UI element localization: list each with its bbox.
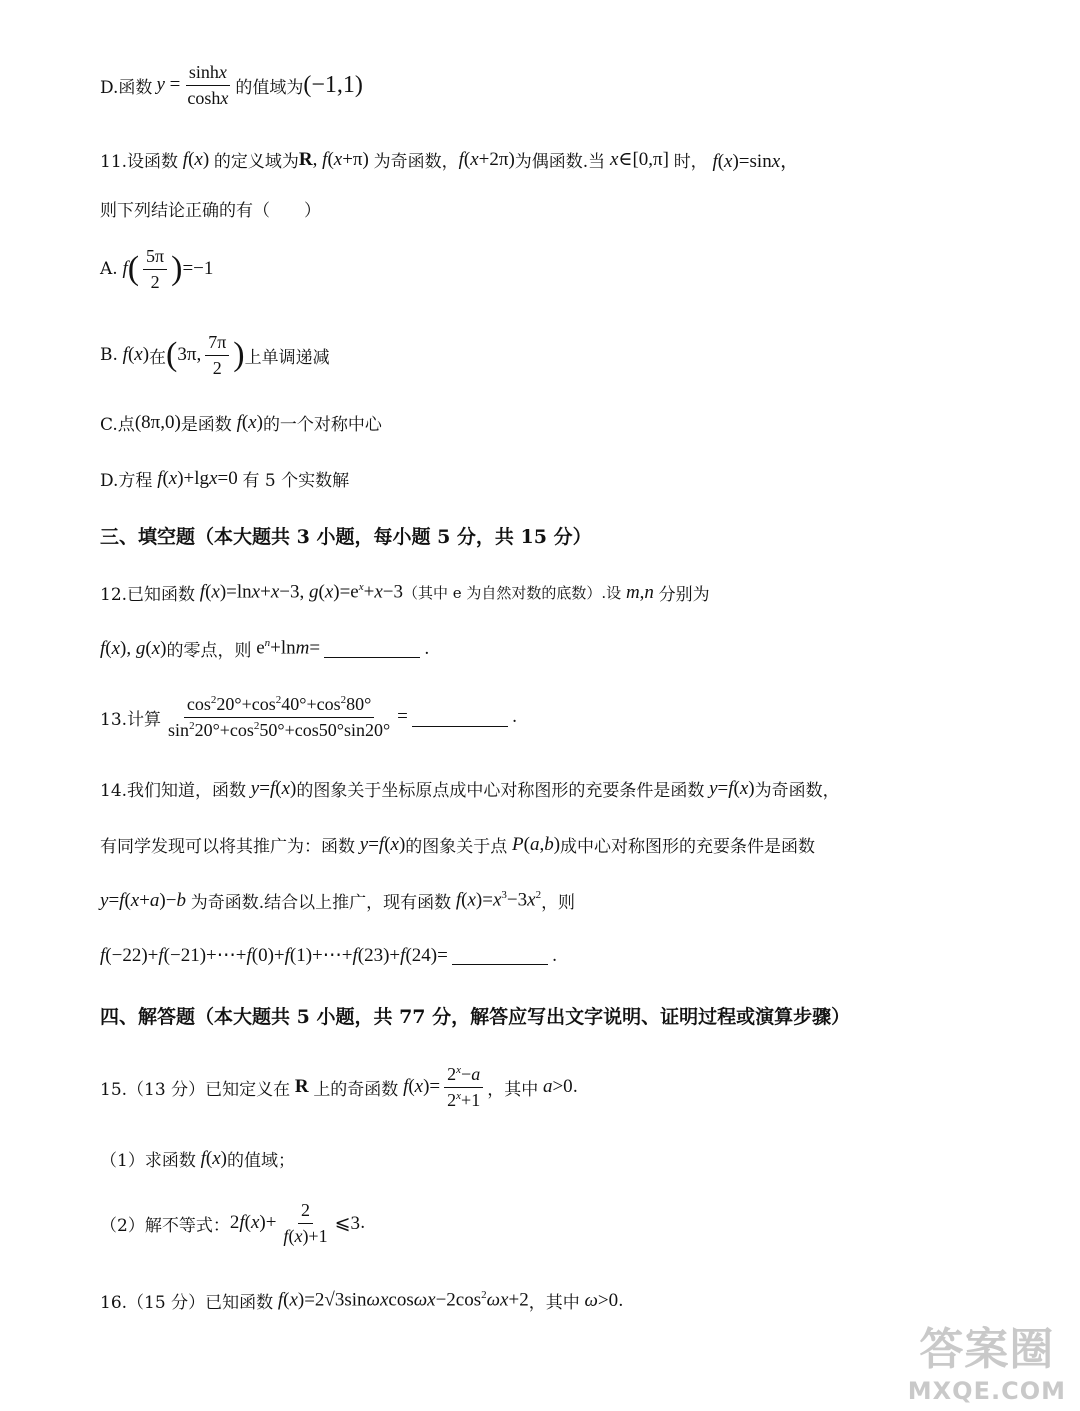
watermark-logo [908,1313,1066,1405]
q11-a-label: A. [100,259,118,280]
q12-end: . [424,638,430,659]
q11-b-tail: 上单调递减 [244,347,330,368]
q15-stem: 15.（13 分）已知定义在 R 上的奇函数 f(x)= $\frac{2^x-a}{2^x+1}$ ，其中 a>0 . [100,1064,579,1110]
watermark-top: 答案圈 [919,1324,1055,1375]
q15-stem2: 上的奇函数 [313,1079,399,1100]
q11-option-c: C.点 (8π,0) 是函数 f(x) 的一个对称中心 [100,411,382,435]
q11-c-mid: 是函数 [180,415,232,435]
q11-stem1: 11.设函数 [100,152,179,172]
q15-stem1: 15.（13 分）已知定义在 [100,1079,291,1100]
q10d-range: (−1,1) [303,71,363,98]
q15-p2-fraction: $\frac{2}{f(x)+1}$ [283,1200,328,1246]
q11-b-label: B. [100,345,118,366]
q14-l2b: 的图象关于点 [405,837,508,857]
q11-c-tail: 的一个对称中心 [262,415,382,435]
q14-end: . [551,945,558,966]
q14-line2: 有同学发现可以将其推广为：函数 y=f(x) 的图象关于点 P(a,b) 成中心对称图形的充要条件是函数 [100,833,816,857]
section-4-heading: 四、解答题（本大题共 5 小题，共 77 分，解答应写出文字说明、证明过程或演算步骤） [100,1006,851,1028]
q11-option-d: D.方程 f(x)+lgx=0 有 5 个实数解 [100,467,350,491]
q11-stem2: 的定义域为 [213,152,299,172]
q12-stem2: 分别为 [658,585,710,605]
q13-fraction: $\frac{\cos^220^\circ+\cos^240^\circ+\cos^280^\circ}{\sin^220^\circ+\cos^250^\circ+\cos 50^\circ\sin 20^\circ}$ [168,694,391,740]
q15-p2: （2）解不等式： [100,1215,230,1236]
q14-answer-blank[interactable] [452,946,548,965]
q11-stem6: 则下列结论正确的有（ ） [100,201,321,221]
q15-part1: （1）求函数 f(x) 的值域； [100,1147,295,1171]
q14-l1c: 为奇函数， [754,781,840,801]
q15-part2: （2）解不等式： 2f(x)+ $\frac{2}{f(x)+1}$ ⩽3 . [100,1200,366,1246]
q11-option-b: B. f(x) 在 ( 3π, $\frac{7\pi}{2}$ ) 上单调递减 [100,332,330,378]
q15-stem3: ，其中 [487,1079,539,1100]
q13-stem: 13.计算 [100,709,162,730]
q14-l1b: 的图象关于坐标原点成中心对称图形的充要条件是函数 [296,781,705,801]
q10d-tail: 的值域为 [235,77,304,98]
q14-line3: y=f(x+a)−b 为奇函数.结合以上推广，现有函数 $f(x)=x^3-3x^2$ ，则 [100,889,576,913]
q16-stem1: 16.（15 分）已知函数 [100,1293,274,1313]
q14-l1a: 14.我们知道，函数 [100,781,247,801]
q16-stem2: ，其中 [528,1293,580,1313]
q12-note: （其中 e 为自然对数的底数）.设 [403,584,622,602]
q10d-fraction: $\frac{\sinh x}{\cosh x}$ [187,62,229,108]
q13-line: 13.计算 $\frac{\cos^220^\circ+\cos^240^\circ+\cos^280^\circ}{\sin^220^\circ+\cos^250^\circ+\cos 50^\circ\sin 20^\circ}$ = . [100,694,518,740]
q15-p1a: （1）求函数 [100,1151,196,1171]
q13-answer-blank[interactable] [412,708,508,727]
q14-line4: f(−22)+f(−21)+⋯+f(0)+f(1)+⋯+f(23)+f(24)= . [100,945,558,966]
q15-end: . [572,1077,579,1098]
q14-l2c: 成中心对称图形的充要条件是函数 [560,837,816,857]
q11-stem-line2 [100,196,321,221]
q16-end: . [618,1290,624,1311]
q10d-label: D.函数 [100,77,153,98]
section-3-heading: 三、填空题（本大题共 3 小题，每小题 5 分，共 15 分） [100,526,592,548]
q10-option-d: D.函数 y = $\frac{\sinh x}{\cosh x}$ 的值域为 (−1,1) [100,62,363,108]
q11-stem5: 时， [673,152,708,172]
q16-stem: 16.（15 分）已知函数 $f(x)=2√3\sin\omega xcos\omega x-2\cos^2\omega x+2$ ，其中 ω>0 . [100,1289,624,1313]
q15-p1b: 的值域； [226,1151,295,1171]
q12-stem1: 12.已知函数 [100,585,196,605]
q12-line2: f(x), g(x) 的零点，则 $e^n+\ln m=$ . [100,637,430,661]
q11-stem3: 为奇函数， [373,152,459,172]
q12-stem3: 的零点，则 [166,641,252,661]
q15-fraction: $\frac{2^x-a}{2^x+1}$ [444,1064,483,1110]
q14-l3b: ，则 [541,893,576,913]
q11-stem4: 为偶函数.当 [514,152,606,172]
q11-c-label: C.点 [100,415,135,435]
q12-line1: 12.已知函数 f(x)=lnx+x−3, $g(x)=e^x+x-3$ （其中 e 为自然对数的底数）.设 m , n 分别为 [100,581,710,605]
q11-option-a: A. f ( $\frac{5\pi}{2}$ ) =−1 [100,246,214,292]
watermark-bottom: MXQE.COM [907,1377,1066,1405]
q11-b-mid: 在 [149,347,167,368]
q12-answer-blank[interactable] [324,639,420,658]
q11-stem-line1: 11.设函数 f(x) 的定义域为 R, f(x+π) 为奇函数， f(x+2π) 为偶函数.当 x∈[0,π] 时， f(x)=sinx， [100,148,800,172]
q14-line1: 14.我们知道，函数 y=f(x) 的图象关于坐标原点成中心对称图形的充要条件是函数 y=f(x) 为奇函数， [100,777,840,801]
q11-d-label: D.方程 [100,471,153,491]
q14-l3a: 为奇函数.结合以上推广，现有函数 [190,893,452,913]
q15-p2-end: . [360,1213,366,1234]
q11-d-tail: 有 5 个实数解 [242,471,350,491]
q13-end: . [511,707,518,728]
q14-l2a: 有同学发现可以将其推广为：函数 [100,837,355,857]
